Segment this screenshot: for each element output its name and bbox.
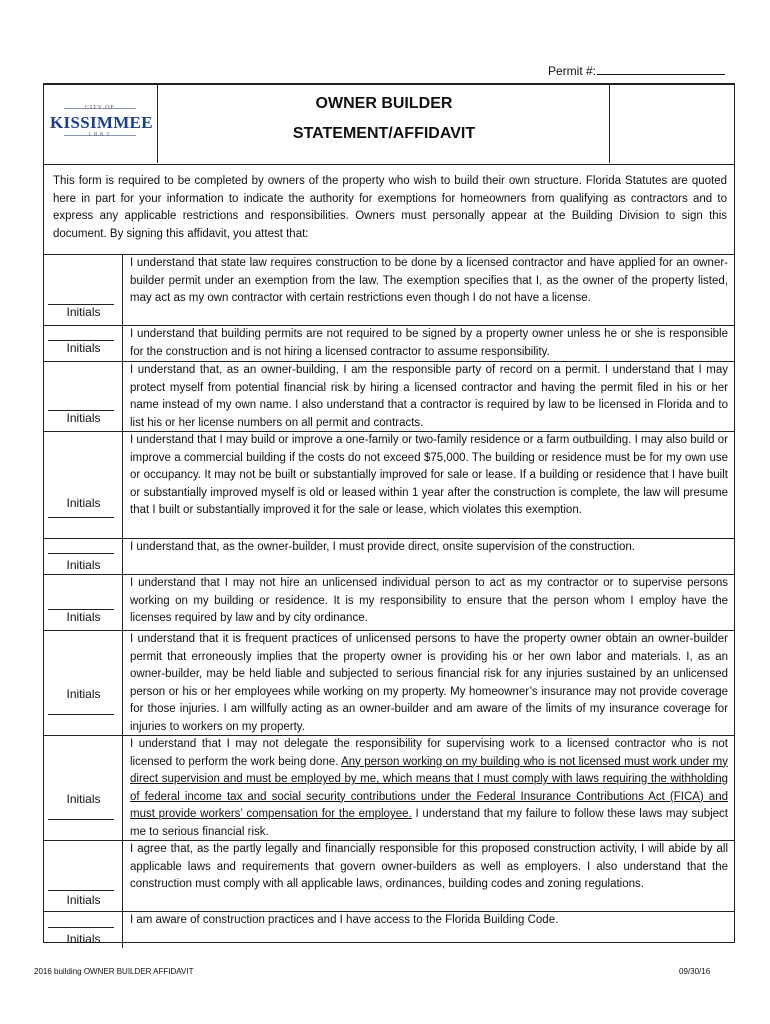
statement-text: I understand that I may not hire an unlicensed individual person to act as my contractor or to supervise persons working on my building or residence. It is my responsibility to ensure that the person whom I employ have the licenses required by law and by city ordinance. <box>130 577 728 624</box>
statement-text <box>130 736 728 841</box>
form-header <box>44 85 734 165</box>
kissimmee-logo <box>50 105 153 141</box>
statement-row <box>44 575 734 631</box>
initials-label: Initials <box>66 305 101 319</box>
initials-cell[interactable] <box>44 326 123 361</box>
statement-text: I understand that building permits are not required to be signed by a property owner unless he or she is responsible for the construction and is not hiring a licensed contractor to assume responsibility. <box>130 328 728 358</box>
statement-row <box>44 841 734 912</box>
initials-label: Initials <box>66 558 101 572</box>
statement-row <box>44 255 734 326</box>
statement-text: I understand that state law requires construction to be done by a licensed contractor and have applied for an owner-builder permit under an exemption from the law. The exemption specifies that I, as the owner of the property listed, may act as my own contractor with certain restrictions even though I do not have a license. <box>130 257 728 304</box>
initials-line[interactable] <box>48 517 114 518</box>
footer-date: 09/30/16 <box>679 967 711 976</box>
title-cell <box>158 85 610 163</box>
initials-label: Initials <box>66 792 101 806</box>
initials-cell[interactable] <box>44 255 123 325</box>
permit-label: Permit #: <box>548 64 597 78</box>
logo-city-of: CITY OF <box>85 105 115 111</box>
initials-cell[interactable] <box>44 432 123 538</box>
form-subtitle: STATEMENT/AFFIDAVIT <box>292 125 476 142</box>
initials-line[interactable] <box>48 890 114 891</box>
statement-text: I understand that, as an owner-building, I am the responsible party of record on a permit. I understand that I may protect myself from potential financial risk by hiring a licensed contractor and having the permit filed in his or her name instead of my own name. I also understand that a contractor is required by law to be licensed in Florida and to list his or her license numbers on all permit and contracts. <box>130 364 728 429</box>
initials-label: Initials <box>66 411 101 425</box>
statement-row <box>44 912 734 948</box>
initials-cell[interactable] <box>44 575 123 630</box>
initials-label: Initials <box>66 610 101 624</box>
statement-row <box>44 326 734 362</box>
statement-text: I am aware of construction practices and I have access to the Florida Building Code. <box>130 914 559 926</box>
initials-label: Initials <box>66 341 101 355</box>
statement-row <box>44 736 734 841</box>
initials-line[interactable] <box>48 553 114 554</box>
statement-text-underlined: Any person working on my building who is not licensed must work under my direct supervision and must be employed by me, which means that I must comply with laws requiring the withholding of federal income tax and social security contributions under the Federal Insurance Contributions Act (FICA) and must provide workers’ compensation for the employee. <box>130 755 728 820</box>
initials-line[interactable] <box>48 819 114 820</box>
permit-number-field[interactable] <box>548 63 728 79</box>
footer-form-name: 2016 building OWNER BUILDER AFFIDAVIT <box>34 967 194 976</box>
permit-number-blank[interactable] <box>597 63 725 75</box>
initials-cell[interactable] <box>44 362 123 431</box>
header-blank-cell <box>610 85 734 163</box>
statement-row <box>44 631 734 736</box>
form-frame <box>43 83 735 946</box>
initials-cell[interactable] <box>44 631 123 735</box>
initials-label: Initials <box>66 687 101 701</box>
statement-text: I understand that, as the owner-builder, I must provide direct, onsite supervision of the construction. <box>130 541 635 553</box>
initials-label: Initials <box>66 932 101 946</box>
initials-cell[interactable] <box>44 736 123 840</box>
statement-text-tail: I understand that my failure to follow these laws may subject me to serious financial risk. <box>130 808 728 838</box>
initials-line[interactable] <box>48 714 114 715</box>
intro-paragraph: This form is required to be completed by owners of the property who wish to build their own structure. Florida Statutes are quoted here in part for your information to indicate the authority for exemptions for homeowners from qualifying as contractors and to express any applicable restrictions and responsibilities. Owners must personally appear at the Building Division to sign this document. By signing this affidavit, you attest that: <box>53 175 727 240</box>
initials-line[interactable] <box>48 927 114 928</box>
initials-cell[interactable] <box>44 539 123 574</box>
initials-cell[interactable] <box>44 841 123 911</box>
initials-label: Initials <box>66 496 101 510</box>
statement-row <box>44 432 734 539</box>
initials-label: Initials <box>66 893 101 907</box>
statement-row <box>44 539 734 575</box>
initials-cell[interactable] <box>44 912 123 948</box>
form-title: OWNER BUILDER <box>315 95 453 112</box>
statement-text: I agree that, as the partly legally and financially responsible for this proposed construction activity, I will abide by all applicable laws and requirements that govern owner-builders as well as employers. I also understand that the construction must comply with all applicable laws, ordinances, building codes and zoning regulations. <box>130 843 728 890</box>
logo-cell <box>44 85 158 163</box>
statement-text-lead: I understand that I may not delegate the responsibility for supervising work to a licensed contractor who is not licensed to perform the work being done. <box>130 738 728 768</box>
logo-year: 1883 <box>88 132 112 138</box>
statement-text: I understand that it is frequent practices of unlicensed persons to have the property owner obtain an owner-builder permit that erroneously implies that the property owner is providing his or her own labor and materials. I, as an owner-builder, may be held liable and subjected to serious financial risk for any injuries sustained by an unlicensed person or his or her employees while working on my property. My homeowner’s insurance may not provide coverage for those injuries. I am willfully acting as an owner-builder and am aware of the limits of my insurance coverage for injuries to workers on my property. <box>130 633 728 733</box>
logo-city-name: KISSIMMEE <box>50 113 153 132</box>
statement-table <box>44 254 734 948</box>
statement-text: I understand that I may build or improve a one-family or two-family residence or a farm outbuilding. I may also build or improve a commercial building if the costs do not exceed $75,000. The building or residence must be for my own use or occupancy. It may not be built or substantially improved for sale or lease. If a building or residence that I have built or substantially improved myself is old or leased within 1 year after the construction is complete, the law will presume that I built or substantially improved it for the sale or lease, which violates this exemption. <box>130 434 728 516</box>
statement-row <box>44 362 734 432</box>
